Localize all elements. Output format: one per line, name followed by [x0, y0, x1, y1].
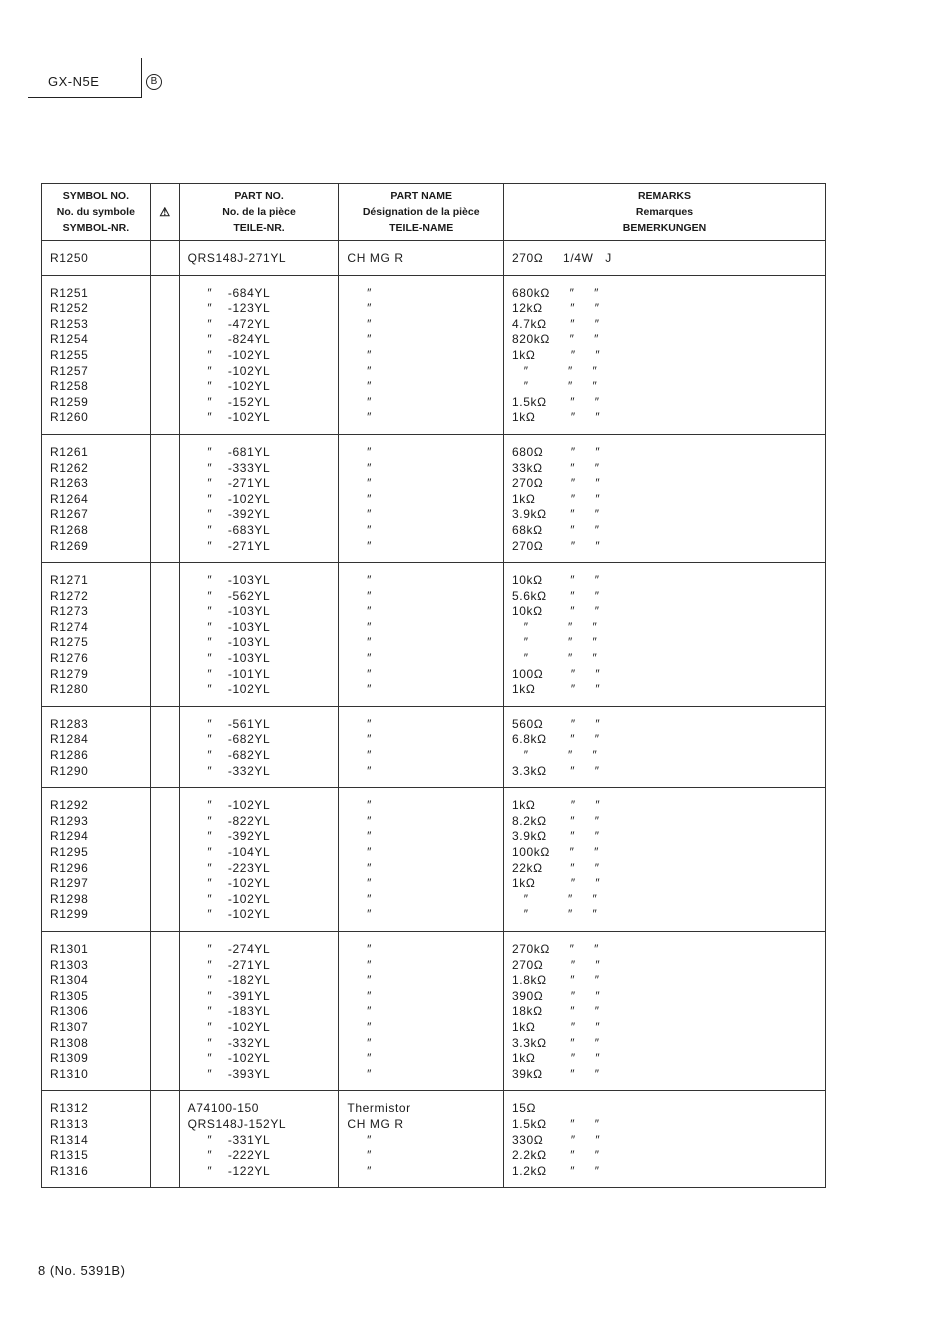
parts-list-table [41, 183, 826, 1188]
part-name-cell: ″ ″ ″ ″ [367, 716, 372, 778]
table-row [42, 434, 826, 562]
symbol-cell: R1283 R1284 R1286 R1290 [50, 716, 89, 778]
table-row [42, 563, 826, 707]
header-part-name [339, 184, 504, 241]
part-no-cell: A74100-150 QRS148J-152YL ″ -331YL ″ -222YL ″ -122YL [187, 1101, 287, 1178]
header-remarks-en: REMARKS [637, 190, 692, 202]
header-part-name-de: TEILE-NAME [389, 222, 454, 234]
table-row [42, 931, 826, 1090]
part-no-cell: ″ -561YL ″ -682YL ″ -682YL ″ -332YL [207, 716, 271, 778]
symbol-cell: R1251 R1252 R1253 R1254 R1255 R1257 R1258 R1259 R1260 [50, 285, 89, 425]
symbol-cell: R1301 R1303 R1304 R1305 R1306 R1307 R1308 R1309 R1310 [50, 941, 89, 1081]
header-part-no-fr: No. de la pièce [222, 206, 296, 218]
remarks-cell: 1kΩ ″ ″ 8.2kΩ ″ ″ 3.9kΩ ″ ″ 100kΩ ″ ″ 22kΩ ″ ″ 1kΩ ″ ″ ″ ″ ″ ″ ″ ″ [511, 798, 601, 922]
warning-cell [150, 706, 179, 787]
warning-cell [150, 788, 179, 932]
warning-cell [150, 241, 179, 276]
remarks-cell: 270kΩ ″ ″ 270Ω ″ ″ 1.8kΩ ″ ″ 390Ω ″ ″ 18kΩ ″ ″ 1kΩ ″ ″ 3.3kΩ ″ ″ 1kΩ ″ ″ 39kΩ ″ ″ [511, 941, 601, 1081]
table-row [42, 706, 826, 787]
part-no-cell: ″ -102YL ″ -822YL ″ -392YL ″ -104YL ″ -223YL ″ -102YL ″ -102YL ″ -102YL [207, 798, 271, 922]
remarks-cell: 680Ω ″ ″ 33kΩ ″ ″ 270Ω ″ ″ 1kΩ ″ ″ 3.9kΩ ″ ″ 68kΩ ″ ″ 270Ω ″ ″ [511, 444, 601, 553]
symbol-cell: R1261 R1262 R1263 R1264 R1267 R1268 R1269 [50, 444, 89, 553]
remarks-cell: 680kΩ ″ ″ 12kΩ ″ ″ 4.7kΩ ″ ″ 820kΩ ″ ″ 1kΩ ″ ″ ″ ″ ″ ″ ″ ″ 1.5kΩ ″ ″ 1kΩ ″ ″ [511, 285, 601, 425]
region-badge: B [146, 74, 162, 90]
part-no-cell: ″ -681YL ″ -333YL ″ -271YL ″ -102YL ″ -392YL ″ -683YL ″ -271YL [207, 444, 271, 553]
part-no-cell: ″ -103YL ″ -562YL ″ -103YL ″ -103YL ″ -103YL ″ -103YL ″ -101YL ″ -102YL [207, 573, 271, 697]
table-header-row [42, 184, 826, 241]
part-name-cell: ″ ″ ″ ″ ″ ″ ″ [367, 444, 372, 553]
symbol-cell: R1312 R1313 R1314 R1315 R1316 [50, 1101, 89, 1178]
header-part-name-fr: Désignation de la pièce [362, 206, 480, 218]
header-part-no-en: PART NO. [234, 190, 284, 202]
header-part-name-en: PART NAME [390, 190, 453, 202]
symbol-cell: R1292 R1293 R1294 R1295 R1296 R1297 R1298 R1299 [50, 798, 89, 922]
warning-cell [150, 434, 179, 562]
remarks-cell: 15Ω 1.5kΩ ″ ″ 330Ω ″ ″ 2.2kΩ ″ ″ 1.2kΩ ″ ″ [511, 1101, 601, 1178]
part-no-cell: ″ -274YL ″ -271YL ″ -182YL ″ -391YL ″ -183YL ″ -102YL ″ -332YL ″ -102YL ″ -393YL [207, 941, 271, 1081]
header-remarks-fr: Remarques [635, 206, 694, 218]
part-no-cell: ″ -684YL ″ -123YL ″ -472YL ″ -824YL ″ -102YL ″ -102YL ″ -102YL ″ -152YL ″ -102YL [207, 285, 271, 425]
part-name-cell: ″ ″ ″ ″ ″ ″ ″ ″ [367, 798, 372, 922]
part-name-cell: Thermistor CH MG R ″ ″ ″ [347, 1101, 411, 1178]
header-remarks [503, 184, 825, 241]
header-divider [141, 58, 142, 98]
part-no-cell: QRS148J-271YL [187, 251, 287, 265]
header-part-no-de: TEILE-NR. [233, 222, 285, 234]
header-warning [150, 184, 179, 241]
header-remarks-de: BEMERKUNGEN [622, 222, 707, 234]
warning-triangle-icon: ⚠ [159, 204, 171, 219]
symbol-cell: R1250 [50, 251, 89, 265]
warning-cell [150, 563, 179, 707]
warning-cell [150, 1091, 179, 1188]
header-symbol [42, 184, 151, 241]
remarks-cell: 560Ω ″ ″ 6.8kΩ ″ ″ ″ ″ ″ 3.3kΩ ″ ″ [511, 716, 601, 778]
table-row [42, 1091, 826, 1188]
remarks-cell: 10kΩ ″ ″ 5.6kΩ ″ ″ 10kΩ ″ ″ ″ ″ ″ ″ ″ ″ ″ ″ ″ 100Ω ″ ″ 1kΩ ″ ″ [511, 573, 601, 697]
page-number: 8 (No. 5391B) [38, 1263, 126, 1278]
warning-cell [150, 931, 179, 1090]
model-number: GX-N5E [48, 74, 100, 89]
header-symbol-en: SYMBOL NO. [62, 190, 130, 202]
remarks-cell: 270Ω 1/4W J [511, 251, 612, 265]
header-symbol-fr: No. du symbole [56, 206, 135, 218]
warning-cell [150, 275, 179, 434]
table-row [42, 788, 826, 932]
table-row [42, 275, 826, 434]
part-name-cell: ″ ″ ″ ″ ″ ″ ″ ″ ″ [367, 941, 372, 1081]
header-symbol-de: SYMBOL-NR. [62, 222, 130, 234]
part-name-cell: CH MG R [347, 251, 404, 265]
header-underline [28, 97, 142, 98]
part-name-cell: ″ ″ ″ ″ ″ ″ ″ ″ ″ [367, 285, 372, 425]
table-row [42, 241, 826, 276]
header-part-no [179, 184, 339, 241]
part-name-cell: ″ ″ ″ ″ ″ ″ ″ ″ [367, 573, 372, 697]
symbol-cell: R1271 R1272 R1273 R1274 R1275 R1276 R1279 R1280 [50, 573, 89, 697]
